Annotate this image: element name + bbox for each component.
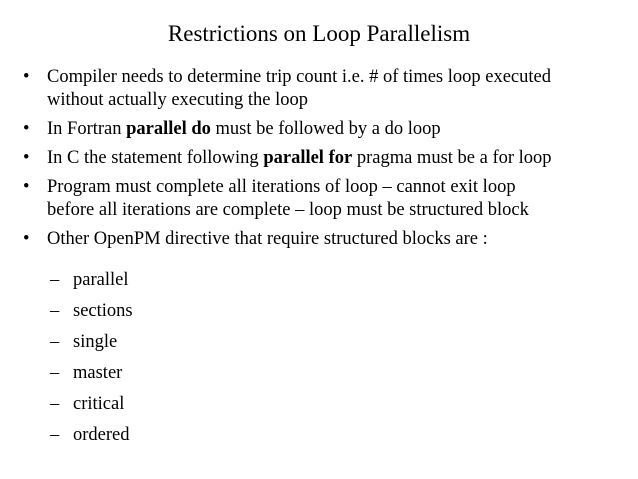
bullet-list <box>0 66 638 257</box>
bullet-item-c <box>0 147 638 170</box>
bullet-text-pre: In C the statement following <box>47 148 264 168</box>
bullet-text-line <box>47 147 630 170</box>
bullet-item-iterations <box>0 176 638 222</box>
bullet-item-trip-count <box>0 66 638 112</box>
sub-item-single <box>0 331 638 362</box>
bullet-text-line: Other OpenPM directive that require structured blocks are : <box>47 229 488 249</box>
bullet-text-line: before all iterations are complete – loop must be structured block <box>47 200 529 220</box>
bullet-dot-icon: • <box>23 67 30 87</box>
dash-icon: – <box>50 301 60 321</box>
bullet-item-structured-blocks <box>0 228 638 251</box>
dash-icon: – <box>50 363 60 383</box>
bullet-item-fortran <box>0 118 638 141</box>
dash-icon: – <box>50 394 60 414</box>
sub-bullet-list <box>0 269 638 455</box>
sub-item-master <box>0 362 638 393</box>
sub-item-parallel <box>0 269 638 300</box>
bullet-text-pre: In Fortran <box>47 119 127 139</box>
bullet-text-line <box>47 118 630 141</box>
bullet-text-line: Program must complete all iterations of loop – cannot exit loop <box>47 177 516 197</box>
slide-title: Restrictions on Loop Parallelism <box>167 21 471 46</box>
sub-item-label: master <box>73 363 123 383</box>
sub-item-label: critical <box>73 394 125 414</box>
sub-item-label: single <box>73 332 118 352</box>
sub-item-critical <box>0 393 638 424</box>
dash-icon: – <box>50 425 60 445</box>
sub-item-sections <box>0 300 638 331</box>
dash-icon: – <box>50 270 60 290</box>
bullet-text-bold: parallel for <box>263 148 353 168</box>
bullet-text-post: must be followed by a do loop <box>210 119 441 139</box>
bullet-text-line: without actually executing the loop <box>47 90 308 110</box>
bullet-dot-icon: • <box>23 229 30 249</box>
dash-icon: – <box>50 332 60 352</box>
bullet-dot-icon: • <box>23 119 30 139</box>
sub-item-label: sections <box>73 301 133 321</box>
bullet-dot-icon: • <box>23 148 30 168</box>
bullet-text-post: pragma must be a for loop <box>352 148 552 168</box>
bullet-dot-icon: • <box>23 177 30 197</box>
bullet-text-bold: parallel do <box>126 119 211 139</box>
sub-item-ordered <box>0 424 638 455</box>
sub-item-label: ordered <box>73 425 130 445</box>
bullet-text-line: Compiler needs to determine trip count i.e. # of times loop executed <box>47 67 551 87</box>
sub-item-label: parallel <box>73 270 129 290</box>
